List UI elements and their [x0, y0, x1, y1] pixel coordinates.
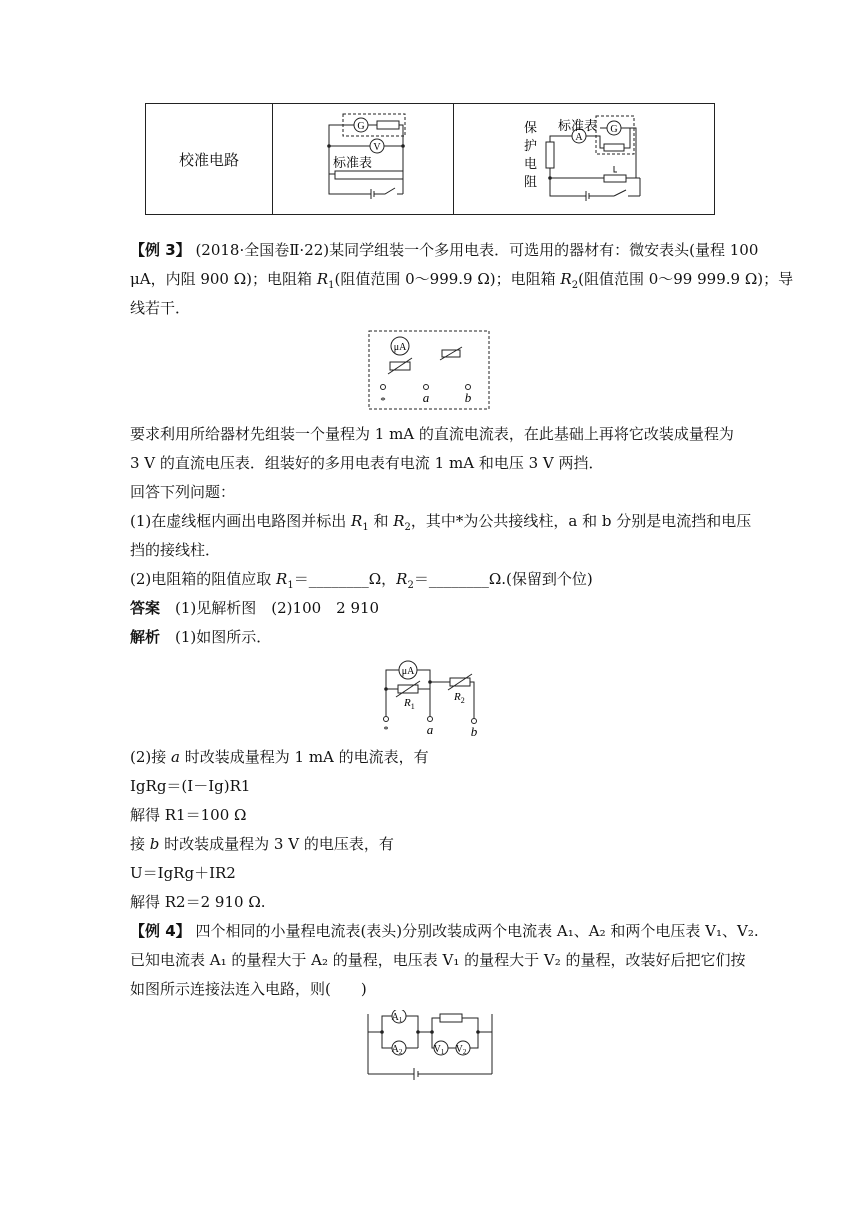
- ex3-requirement-2: 3 V 的直流电压表．组装好的多用电表有电流 1 mA 和电压 3 V 两挡．: [130, 454, 604, 472]
- solution-step-2: IgRg＝(I－Ig)R1: [130, 777, 251, 795]
- ex3-ask: 回答下列问题：: [130, 483, 236, 501]
- left-calibration-circuit: [273, 104, 454, 215]
- ex4-line1: 【例 4】 四个相同的小量程电流表(表头)分别改装成两个电流表 A₁、A₂ 和两个电压表 V₁、V₂.: [130, 922, 759, 940]
- standard-meter-label: 标准表: [333, 155, 373, 170]
- ex3-tag: 【例 3】: [130, 241, 191, 259]
- voltmeter-label: V: [373, 142, 381, 153]
- ex4-tag: 【例 4】: [130, 922, 191, 940]
- v2-label: $V_2$: [455, 1044, 467, 1056]
- terminal-b-label: b: [464, 390, 472, 405]
- ex4-line3: 如图所示连接法连入电路，则( ): [130, 980, 367, 998]
- microammeter-label: μA: [393, 342, 407, 353]
- ex4-circuit-figure: [366, 1010, 494, 1080]
- v1-label: $V_1$: [433, 1044, 445, 1056]
- r2-label: $R_2$: [454, 691, 465, 705]
- galvanometer-label: G: [610, 124, 618, 135]
- solution-step-5: U＝IgRg＋IR2: [130, 864, 236, 882]
- protect-char-3: 电: [524, 156, 538, 171]
- terminal-a-label: a: [422, 390, 430, 405]
- microammeter-label: μA: [401, 666, 415, 677]
- ex3-question-2: (2)电阻箱的阻值应取 $R_1=\_\_\_\_\_\_\_\_\Omega$，$R_2=\_\_\_\_\_\_\_\_\Omega$.(保留到个位): [130, 570, 593, 591]
- protect-char-2: 护: [524, 138, 538, 153]
- ex3-requirement-1: 要求利用所给器材先组装一个量程为 1 mA 的直流电流表，在此基础上再将它改装成量程为: [130, 425, 734, 443]
- ex3-question-1-cont: 挡的接线柱．: [130, 541, 221, 559]
- solution-step-1: (2)接 a 时改装成量程为 1 mA 的电流表，有: [130, 748, 429, 766]
- a1-label: $A_1$: [391, 1012, 403, 1024]
- solution-step-4: 接 b 时改装成量程为 3 V 的电压表，有: [130, 835, 394, 853]
- right-calibration-circuit: [454, 104, 715, 215]
- ex3-line1: 【例 3】 (2018·全国卷Ⅱ·22)某同学组装一个多用电表．可选用的器材有：微安表头(量程 100: [130, 241, 759, 259]
- ammeter-label: A: [575, 132, 583, 143]
- r1-label: $R_1$: [404, 697, 415, 711]
- a2-label: $A_2$: [391, 1044, 403, 1056]
- answer-tag: 答案: [130, 599, 161, 617]
- terminal-a-label: a: [426, 722, 434, 737]
- analysis-tag: 解析: [130, 628, 161, 646]
- star-terminal-label: *: [383, 725, 389, 736]
- calibration-table: [145, 103, 715, 215]
- protect-char-4: 阻: [524, 174, 538, 189]
- standard-meter-label: 标准表: [558, 118, 598, 133]
- ex3-line2: μA，内阻 900 Ω)；电阻箱 $R_1$(阻值范围 0～999.9 Ω)；电阻箱 $R_2$(阻值范围 0～99 999.9 Ω)；导: [130, 270, 794, 291]
- protect-char-1: 保: [524, 120, 538, 135]
- ex4-line2: 已知电流表 A₁ 的量程大于 A₂ 的量程，电压表 V₁ 的量程大于 V₂ 的量程，改装好后把它们按: [130, 951, 746, 969]
- ex3-solution-figure: [376, 656, 488, 738]
- ex3-question-1: (1)在虚线框内画出电路图并标出 $R_1$ 和 $R_2$，其中*为公共接线柱，a 和 b 分别是电流挡和电压: [130, 512, 752, 533]
- galvanometer-label: G: [357, 121, 365, 132]
- ex3-analysis: 解析 (1)如图所示．: [130, 628, 272, 646]
- voltmeter-calibration-diagram: [273, 104, 453, 210]
- solution-step-3: 解得 R1＝100 Ω: [130, 806, 247, 824]
- terminal-b-label: b: [470, 724, 478, 738]
- ex3-line3: 线若干．: [130, 299, 191, 317]
- ammeter-calibration-diagram: [454, 104, 714, 210]
- star-terminal-label: *: [380, 395, 386, 407]
- calibration-row-label: 校准电路: [146, 104, 273, 215]
- ex3-answer: 答案 (1)见解析图 (2)100 2 910: [130, 599, 380, 617]
- ex3-blank-figure: [368, 330, 490, 410]
- solution-step-6: 解得 R2＝2 910 Ω.: [130, 893, 266, 911]
